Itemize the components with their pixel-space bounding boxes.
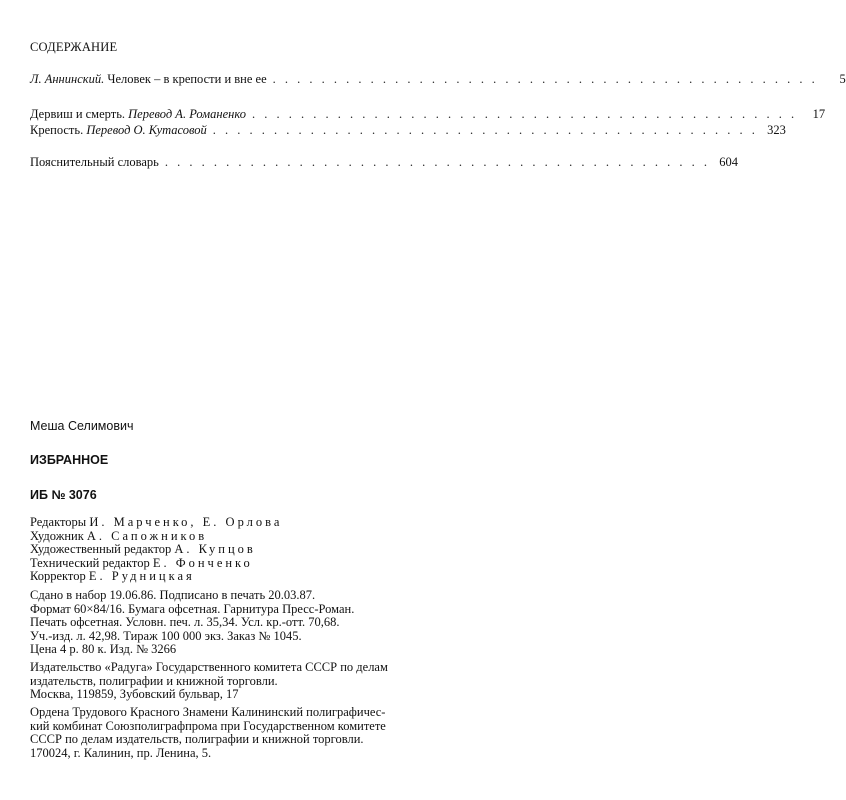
ib-number: ИБ № 3076 <box>30 488 97 502</box>
toc-entry-dervish[interactable] <box>30 107 826 123</box>
printer-line: СССР по делам издательств, полиграфии и книжной торговли. <box>30 732 364 747</box>
toc-entry-title <box>30 123 207 138</box>
printer-line: Ордена Трудового Красного Знамени Калининский полиграфичес- <box>30 705 386 719</box>
credit-line-editors <box>30 516 282 530</box>
credit-names: А. Купцов <box>174 542 256 557</box>
credit-role: Редакторы <box>30 515 87 529</box>
credit-role: Корректор <box>30 569 86 584</box>
printer-block <box>30 706 386 760</box>
print-detail-line: Формат 60×84/16. Бумага офсетная. Гарнитура Пресс-Роман. <box>30 601 355 616</box>
credits-block <box>30 516 282 584</box>
toc-translator-italic: Перевод О. Кутасовой <box>86 123 207 137</box>
print-detail-line: Уч.-изд. л. 42,98. Тираж 100 000 экз. Заказ № 1045. <box>30 628 302 643</box>
dot-leader: . . . . . . . . . . . . . . . . . . . . . . . . . . . . . . . . . . . . . . . . . . . . . <box>164 155 710 169</box>
toc-entry-title <box>30 107 246 122</box>
publisher-line: Москва, 119859, Зубовский бульвар, 17 <box>30 687 239 702</box>
toc-entry-glossary[interactable] <box>30 155 738 171</box>
credit-names: Е. Рудницкая <box>88 569 195 584</box>
print-detail-line: Цена 4 р. 80 к. Изд. № 3266 <box>30 642 177 657</box>
credit-names: И. Марченко, Е. Орлова <box>89 515 283 529</box>
toc-translator-italic: Перевод А. Романенко <box>128 107 246 121</box>
toc-entry-title <box>30 155 159 170</box>
toc-page-number: 323 <box>767 123 786 137</box>
printer-line: 170024, г. Калинин, пр. Ленина, 5. <box>30 745 212 760</box>
toc-title-text: Крепость. <box>30 123 87 137</box>
toc-entry-fortress[interactable] <box>30 123 786 139</box>
toc-title-text: Дервиш и смерть. <box>30 107 129 121</box>
dot-leader: . . . . . . . . . . . . . . . . . . . . . . . . . . . . . . . . . . . . . . . . . . . . . <box>272 72 818 86</box>
toc-page-number: 604 <box>719 155 738 169</box>
toc-title-text: Пояснительный словарь <box>30 155 159 169</box>
author-name: Меша Селимович <box>30 419 134 433</box>
print-detail-line: Сдано в набор 19.06.86. Подписано в печать 20.03.87. <box>30 588 316 602</box>
publisher-line: Издательство «Радуга» Государственного комитета СССР по делам <box>30 660 388 674</box>
credit-role: Художник <box>30 528 84 543</box>
credit-line-art-editor <box>30 543 282 557</box>
publisher-block <box>30 661 388 702</box>
credit-line-artist <box>30 530 282 544</box>
contents-heading: СОДЕРЖАНИЕ <box>30 40 118 54</box>
toc-page-number: 17 <box>812 107 826 121</box>
toc-entry-title <box>30 72 267 87</box>
credit-line-tech-editor <box>30 557 282 571</box>
credit-names: А. Сапожников <box>86 528 208 543</box>
publisher-line: издательств, полиграфии и книжной торговли. <box>30 673 278 688</box>
toc-page-number: 5 <box>839 72 846 86</box>
credit-role: Художественный редактор <box>30 542 172 557</box>
dot-leader: . . . . . . . . . . . . . . . . . . . . . . . . . . . . . . . . . . . . . . . . . . . . . <box>251 107 798 121</box>
credit-line-proofreader <box>30 570 282 584</box>
toc-author-italic: Л. Аннинский. <box>30 72 105 86</box>
print-details-block <box>30 589 354 657</box>
toc-entry-introduction[interactable] <box>30 72 846 88</box>
print-detail-line: Печать офсетная. Условн. печ. л. 35,34. Усл. кр.-отт. 70,68. <box>30 615 340 630</box>
printer-line: кий комбинат Союзполиграфпрома при Государственном комитете <box>30 718 386 733</box>
credit-role: Технический редактор <box>30 555 150 570</box>
dot-leader: . . . . . . . . . . . . . . . . . . . . . . . . . . . . . . . . . . . . . . . . . . . . . <box>212 123 758 137</box>
credit-names: Е. Фонченко <box>152 555 253 570</box>
book-title: ИЗБРАННОЕ <box>30 453 109 467</box>
toc-title-text: Человек – в крепости и вне ее <box>104 72 267 86</box>
